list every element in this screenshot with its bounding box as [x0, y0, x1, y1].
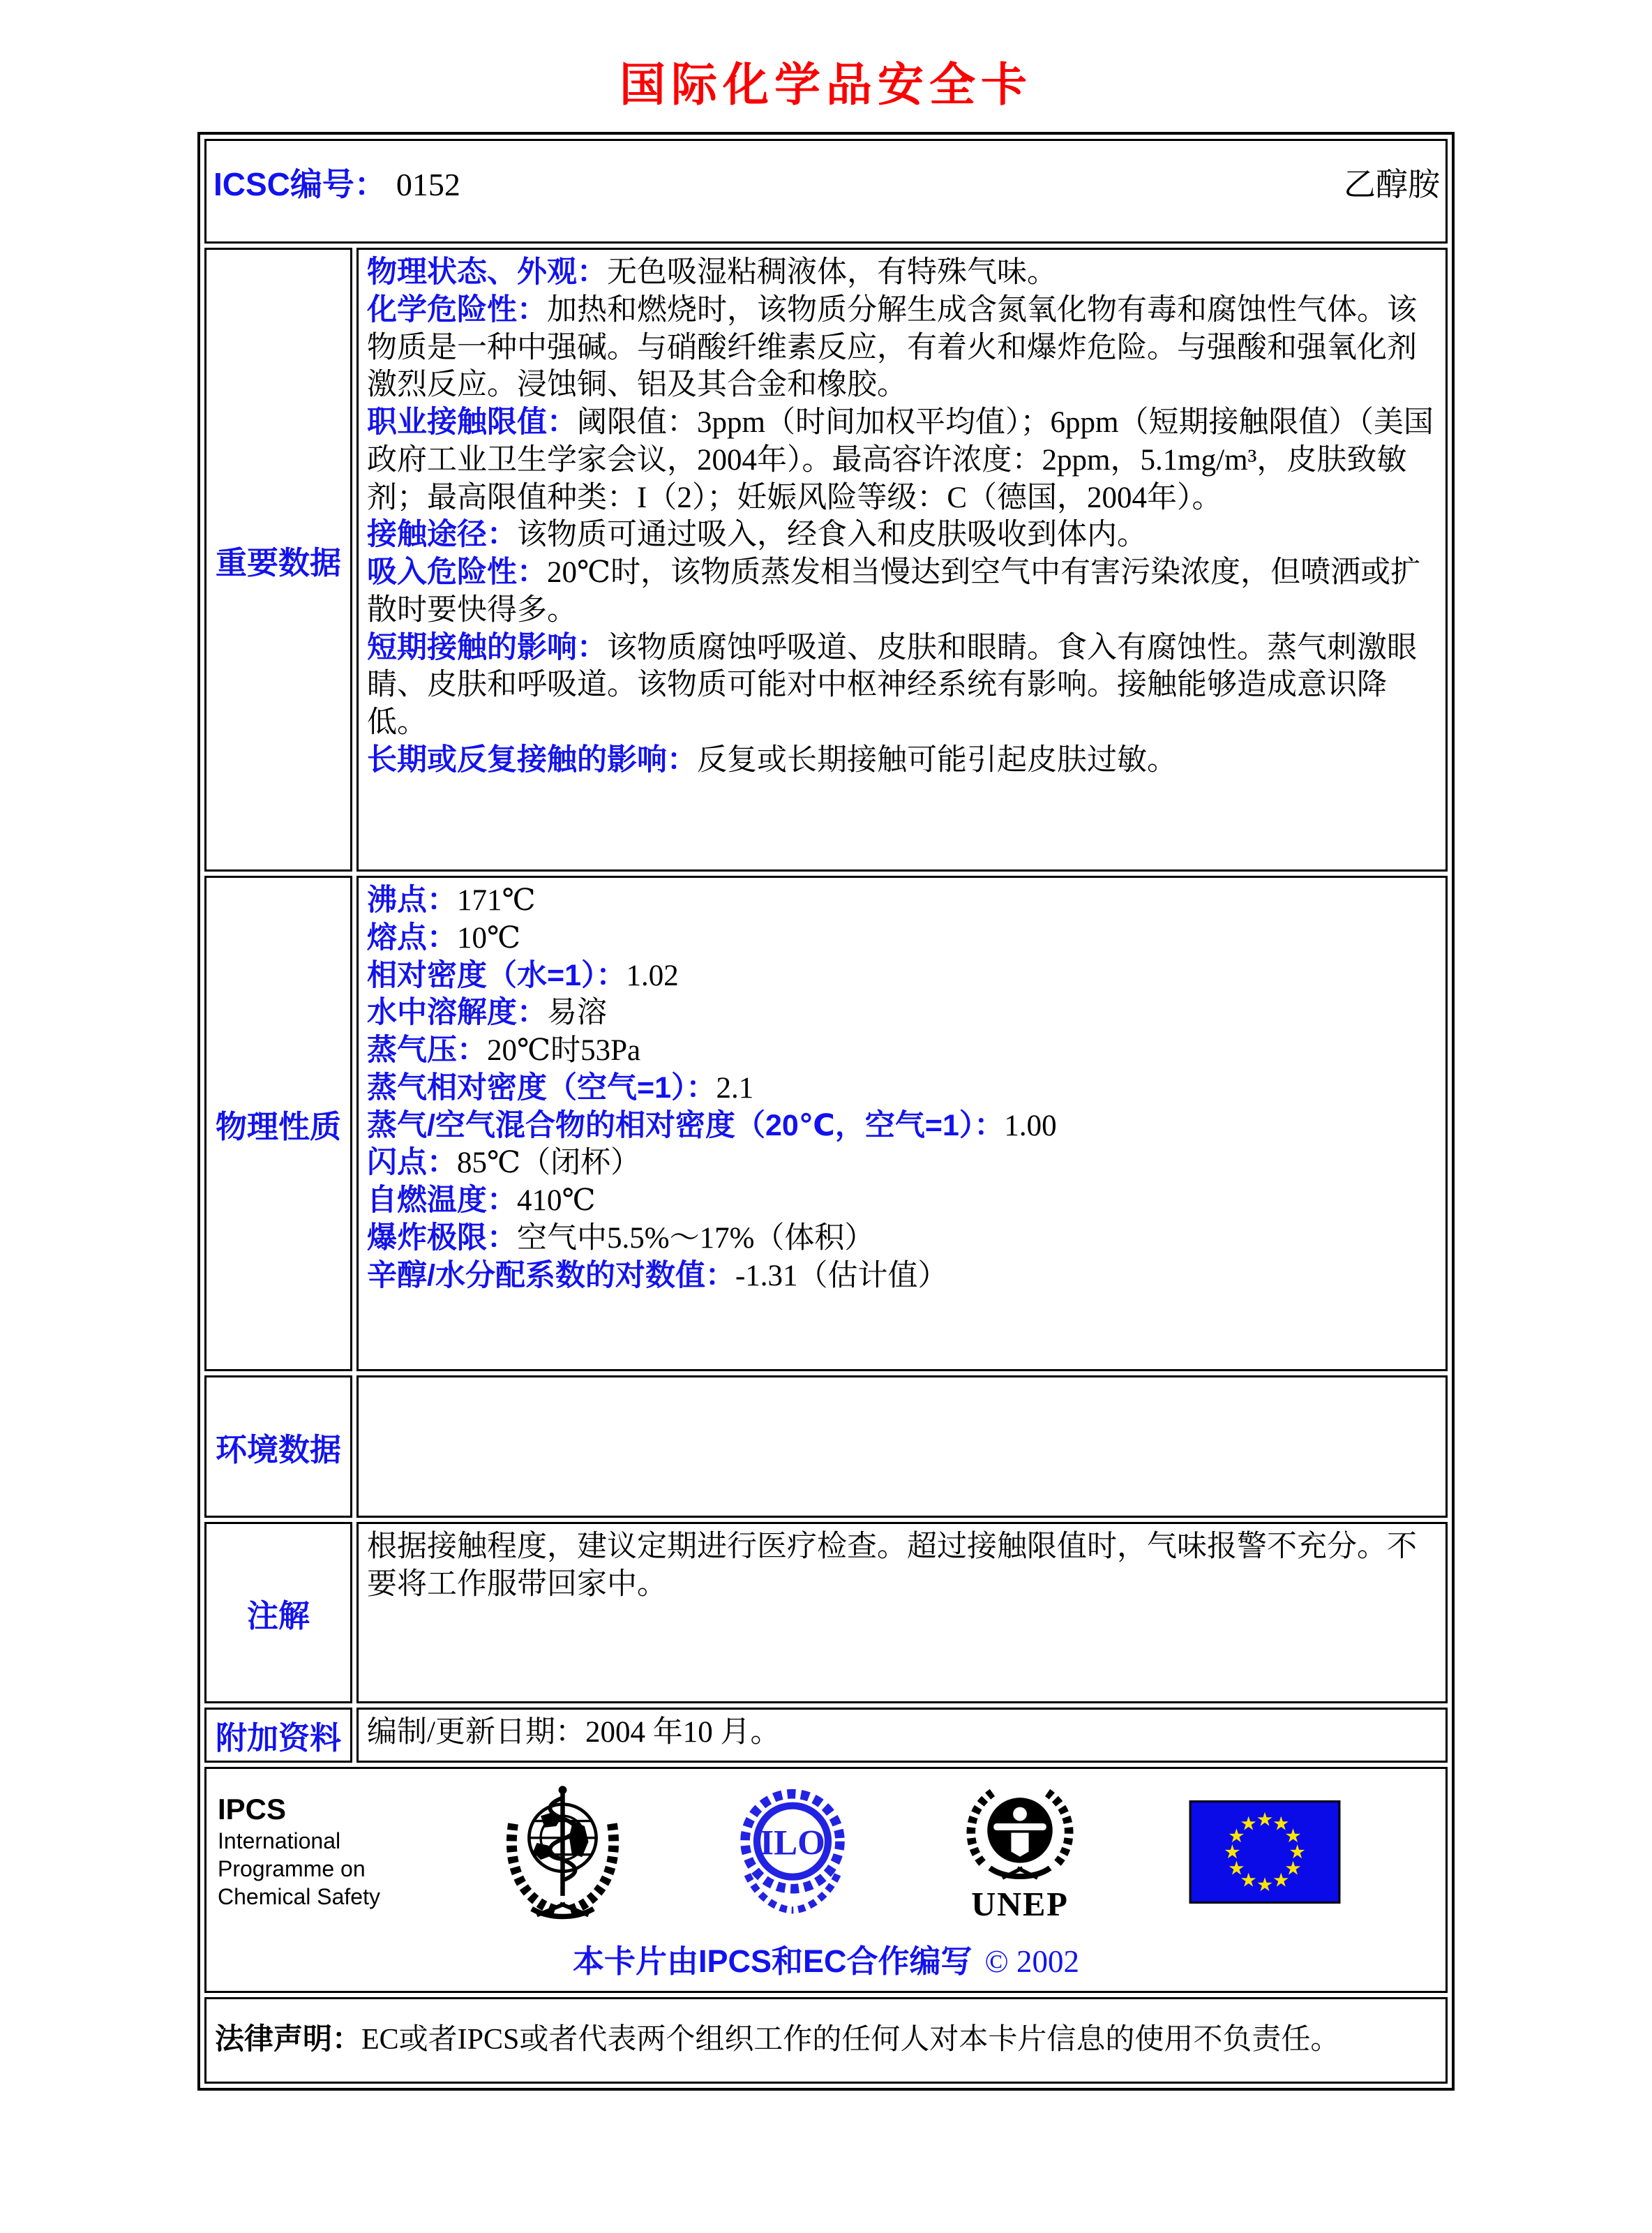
logos-row: [204, 1767, 1448, 1993]
property-item: [367, 882, 1437, 920]
legal-label: 法律声明：: [215, 2022, 362, 2055]
svg-text:★: ★: [1284, 1857, 1302, 1879]
item-label: 长期或反复接触的影响：: [367, 742, 697, 777]
item-text: 阈限值：3ppm（时间加权平均值）；6ppm（短期接触限值）（美国政府工业卫生学家会议，2004年）。最高容许浓度：2ppm，5.1mg/m³，皮肤致敏剂；最高限值种类：I（2）；妊娠风险等级：C（德国，2004年）。: [367, 406, 1434, 514]
svg-text:★: ★: [1240, 1869, 1257, 1892]
item-text: 空气中5.5%～17%（体积）: [517, 1221, 875, 1255]
environmental-data-content: [356, 1375, 1448, 1518]
icsc-number-label: ICSC编号：: [213, 166, 386, 202]
notes-row: [204, 1522, 1448, 1703]
physical-properties-content: [356, 876, 1448, 1371]
ilo-logo-icon: [733, 1786, 852, 1918]
item-label: 蒸气/空气混合物的相对密度（20℃，空气=1）：: [367, 1108, 1005, 1142]
icsc-number-value: 0152: [396, 167, 460, 202]
item-label: 沸点：: [367, 883, 457, 917]
page-title: 国际化学品安全卡: [620, 59, 1032, 110]
svg-text:★: ★: [1228, 1857, 1245, 1879]
item-label: 接触途径：: [367, 518, 517, 552]
header-cell: [204, 139, 1448, 244]
item-label: 水中溶解度：: [367, 996, 547, 1030]
physical-properties-row: [204, 876, 1448, 1371]
item-text: 易溶: [547, 996, 607, 1030]
important-item: [367, 742, 1437, 779]
additional-info-text: 编制/更新日期：2004 年10 月。: [367, 1716, 781, 1749]
ilo-logo-text: ILO: [759, 1823, 825, 1862]
ipcs-name-line: International: [218, 1828, 341, 1853]
item-label: 相对密度（水=1）：: [367, 958, 626, 992]
svg-text:★: ★: [1272, 1869, 1290, 1892]
item-text: 20℃时，该物质蒸发相当慢达到空气中有害污染浓度，但喷洒或扩散时要快得多。: [367, 556, 1421, 627]
property-item: [367, 1070, 1437, 1107]
credit-text: 本卡片由IPCS和EC合作编写: [573, 1943, 973, 1979]
item-text: 85℃（闭杯）: [457, 1147, 641, 1180]
svg-text:★: ★: [1272, 1813, 1290, 1835]
legal-cell: [204, 1997, 1448, 2084]
notes-text: 根据接触程度，建议定期进行医疗检查。超过接触限值时，气味报警不充分。不要将工作服带回家中。: [367, 1530, 1417, 1601]
header-row: [204, 139, 1448, 244]
item-label: 职业接触限值：: [367, 405, 577, 439]
svg-text:★: ★: [1228, 1825, 1245, 1847]
item-text: 10℃: [457, 921, 521, 955]
item-text: 加热和燃烧时，该物质分解生成含氮氧化物有毒和腐蚀性气体。该物质是一种中强碱。与硝酸纤维素反应，有着火和爆炸危险。与强酸和强氧化剂激烈反应。浸蚀铜、铝及其合金和橡胶。: [367, 293, 1417, 402]
important-data-row: [204, 248, 1448, 872]
important-item: [367, 404, 1437, 516]
important-item: [367, 254, 1437, 292]
property-item: [367, 1107, 1437, 1145]
environmental-data-row: [204, 1375, 1448, 1518]
legal-row: [204, 1997, 1448, 2084]
copyright-text: © 2002: [984, 1944, 1079, 1979]
item-text: 2.1: [716, 1071, 754, 1105]
svg-text:★: ★: [1224, 1841, 1241, 1863]
item-text: 该物质腐蚀呼吸道、皮肤和眼睛。食入有腐蚀性。蒸气刺激眼睛、皮肤和呼吸道。该物质可能对中枢神经系统有影响。接触能够造成意识降低。: [367, 631, 1417, 739]
item-label: 吸入危险性：: [367, 555, 547, 589]
unep-logo-text: UNEP: [971, 1885, 1069, 1923]
important-item: [367, 516, 1437, 554]
additional-info-row: [204, 1708, 1448, 1763]
chemical-name: 乙醇胺: [1344, 167, 1440, 202]
legal-text: EC或者IPCS或者代表两个组织工作的任何人对本卡片信息的使用不负责任。: [361, 2024, 1340, 2056]
item-text: 无色吸湿粘稠液体，有特殊气味。: [607, 256, 1057, 289]
important-data-content: [356, 248, 1448, 872]
important-item: [367, 629, 1437, 742]
who-logo-icon: [498, 1782, 627, 1922]
item-text: 反复或长期接触可能引起皮肤过敏。: [697, 743, 1177, 777]
item-label: 短期接触的影响：: [367, 630, 607, 664]
svg-text:★: ★: [1240, 1813, 1257, 1835]
ipcs-acronym: IPCS: [218, 1793, 287, 1826]
important-item: [367, 292, 1437, 404]
property-item: [367, 994, 1437, 1032]
svg-text:★: ★: [1289, 1841, 1306, 1863]
ipcs-name-line: Chemical Safety: [218, 1883, 380, 1909]
item-label: 蒸气压：: [367, 1033, 487, 1067]
item-label: 爆炸极限：: [367, 1220, 517, 1255]
card-table: [197, 132, 1455, 2091]
property-item: [367, 1144, 1437, 1182]
icsc-number-group: [213, 159, 460, 205]
svg-text:★: ★: [1284, 1825, 1302, 1847]
logos-cell: [204, 1767, 1448, 1993]
property-item: [367, 957, 1437, 995]
important-item: [367, 554, 1437, 629]
item-text: 171℃: [457, 884, 536, 917]
item-text: 410℃: [517, 1184, 596, 1217]
ipcs-block: [218, 1793, 392, 1910]
property-item: [367, 1257, 1437, 1295]
ipcs-name-line: Programme on: [218, 1855, 366, 1881]
item-label: 闪点：: [367, 1146, 457, 1180]
svg-text:★: ★: [1256, 1874, 1274, 1896]
item-text: 1.02: [626, 959, 679, 992]
section-label-environmental-data: 环境数据: [204, 1375, 352, 1518]
credit-line: [213, 1936, 1439, 1981]
section-label-physical-properties: 物理性质: [204, 876, 352, 1371]
item-text: 20℃时53Pa: [487, 1034, 641, 1067]
property-item: [367, 1032, 1437, 1070]
item-label: 辛醇/水分配系数的对数值：: [367, 1258, 735, 1292]
unep-logo-icon: [957, 1780, 1083, 1923]
property-item: [367, 1220, 1437, 1257]
eu-flag-icon: [1189, 1800, 1341, 1904]
section-label-additional-info: 附加资料: [204, 1708, 352, 1763]
additional-info-content: [356, 1708, 1448, 1763]
item-text: 1.00: [1004, 1109, 1057, 1142]
item-label: 自燃温度：: [367, 1183, 517, 1217]
item-text: -1.31（估计值）: [735, 1259, 948, 1292]
svg-text:★: ★: [1256, 1808, 1274, 1830]
item-text: 该物质可通过吸入，经食入和皮肤吸收到体内。: [517, 518, 1147, 552]
item-label: 物理状态、外观：: [367, 255, 607, 289]
property-item: [367, 1182, 1437, 1220]
notes-content: [356, 1522, 1448, 1703]
section-label-notes: 注解: [204, 1522, 352, 1703]
section-label-important-data: 重要数据: [204, 248, 352, 872]
item-label: 化学危险性：: [367, 292, 547, 327]
item-label: 蒸气相对密度（空气=1）：: [367, 1070, 716, 1105]
item-label: 熔点：: [367, 920, 457, 955]
property-item: [367, 920, 1437, 957]
